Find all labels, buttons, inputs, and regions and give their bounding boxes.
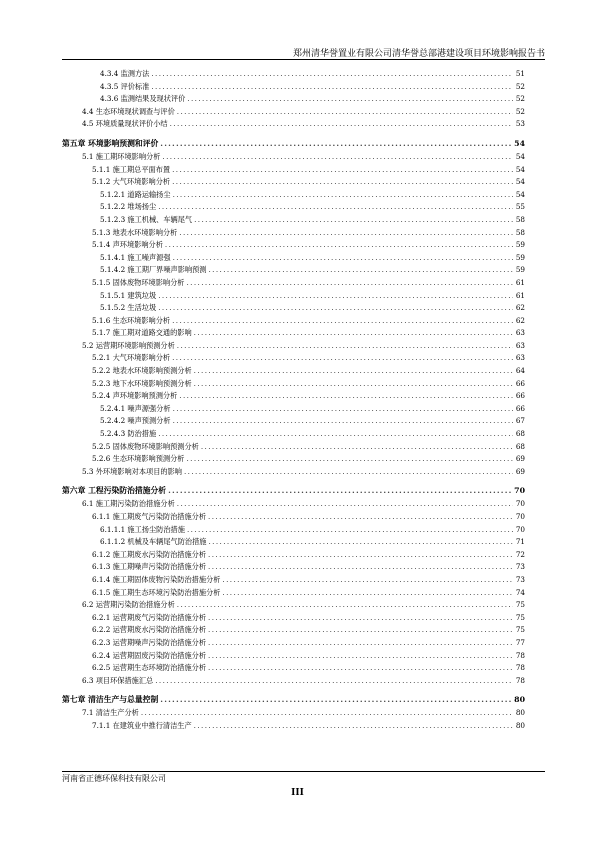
- toc-leader-dots: [179, 227, 513, 240]
- toc-entry[interactable]: [62, 403, 525, 416]
- toc-entry[interactable]: [62, 277, 525, 290]
- toc-entry[interactable]: [62, 587, 525, 600]
- toc-entry[interactable]: [62, 106, 525, 119]
- toc-entry-page: 67: [515, 416, 525, 426]
- toc-leader-dots: [151, 68, 513, 81]
- footer-divider: [62, 771, 545, 772]
- toc-entry[interactable]: [62, 637, 525, 650]
- toc-entry-label: 第六章 工程污染防治措施分析: [62, 484, 168, 498]
- toc-leader-dots: [208, 549, 513, 562]
- toc-entry-page: 66: [515, 378, 525, 388]
- toc-entry[interactable]: [62, 340, 525, 353]
- toc-entry-label: 6.2.2 运营期废水污染防治措施分析: [92, 624, 208, 637]
- toc-entry-page: 66: [515, 403, 525, 413]
- toc-entry-page: 70: [514, 486, 525, 496]
- toc-leader-dots: [170, 118, 513, 131]
- toc-entry[interactable]: [62, 662, 525, 675]
- toc-entry-page: 58: [515, 214, 525, 224]
- table-of-contents: [62, 68, 525, 733]
- toc-entry[interactable]: [62, 365, 525, 378]
- toc-leader-dots: [151, 81, 513, 94]
- page-number: III: [291, 788, 304, 798]
- toc-entry-label: 5.2.4.1 噪声源强分析: [100, 403, 173, 416]
- toc-entry-label: 5.1.7 施工期对道路交通的影响: [92, 327, 194, 340]
- toc-leader-dots: [208, 624, 513, 637]
- toc-leader-dots: [155, 675, 513, 688]
- toc-entry[interactable]: [62, 549, 525, 562]
- toc-entry-page: 54: [514, 138, 525, 148]
- toc-entry-page: 78: [515, 663, 525, 673]
- toc-entry-label: 6.2.4 运营期固废污染防治措施分析: [92, 650, 208, 663]
- toc-entry-page: 74: [515, 587, 525, 597]
- toc-entry-label: 5.1.2.1 道路运输扬尘: [100, 189, 173, 202]
- toc-chapter-entry[interactable]: [62, 137, 525, 151]
- toc-entry-page: 54: [515, 177, 525, 187]
- toc-entry[interactable]: [62, 599, 525, 612]
- toc-leader-dots: [160, 693, 512, 707]
- toc-entry-page: 71: [515, 537, 525, 547]
- toc-leader-dots: [173, 252, 513, 265]
- toc-leader-dots: [162, 151, 513, 164]
- toc-leader-dots: [172, 352, 513, 365]
- toc-entry-label: 5.1.6 生态环境影响分析: [92, 315, 172, 328]
- toc-entry[interactable]: [62, 524, 525, 537]
- toc-entry[interactable]: [62, 164, 525, 177]
- toc-entry-page: 54: [515, 151, 525, 161]
- toc-entry-label: 第五章 环境影响预测和评价: [62, 137, 160, 151]
- toc-entry-label: 6.1.4 施工期固体废物污染防治措施分析: [92, 574, 222, 587]
- toc-leader-dots: [173, 403, 513, 416]
- toc-entry-page: 75: [515, 612, 525, 622]
- toc-leader-dots: [187, 524, 513, 537]
- toc-entry-page: 63: [515, 328, 525, 338]
- toc-entry[interactable]: [62, 378, 525, 391]
- toc-entry[interactable]: [62, 441, 525, 454]
- toc-entry-label: 5.1.5 固体废物环境影响分析: [92, 277, 186, 290]
- toc-entry-page: 63: [515, 353, 525, 363]
- toc-entry[interactable]: [62, 151, 525, 164]
- toc-leader-dots: [208, 650, 513, 663]
- toc-entry[interactable]: [62, 176, 525, 189]
- toc-entry-page: 59: [515, 240, 525, 250]
- toc-leader-dots: [168, 484, 512, 498]
- toc-leader-dots: [184, 466, 513, 479]
- toc-entry-label: 5.2.4 声环境影响预测分析: [92, 390, 179, 403]
- toc-entry-page: 77: [515, 637, 525, 647]
- toc-entry[interactable]: [62, 252, 525, 265]
- toc-entry[interactable]: [62, 415, 525, 428]
- toc-entry[interactable]: [62, 214, 525, 227]
- toc-leader-dots: [187, 93, 513, 106]
- toc-entry[interactable]: [62, 428, 525, 441]
- toc-entry[interactable]: [62, 574, 525, 587]
- toc-entry-page: 53: [515, 119, 525, 129]
- toc-leader-dots: [172, 164, 513, 177]
- toc-leader-dots: [208, 612, 513, 625]
- toc-entry-label: 第七章 清洁生产与总量控制: [62, 693, 160, 707]
- toc-leader-dots: [194, 214, 513, 227]
- toc-leader-dots: [208, 662, 513, 675]
- toc-entry-label: 5.1 施工期环境影响分析: [82, 151, 162, 164]
- toc-entry-page: 69: [515, 466, 525, 476]
- toc-leader-dots: [222, 574, 513, 587]
- toc-entry-label: 5.2.1 大气环境影响分析: [92, 352, 172, 365]
- toc-entry-label: 5.1.5.2 生活垃圾: [100, 302, 158, 315]
- toc-entry-label: 5.1.4 声环境影响分析: [92, 239, 165, 252]
- toc-entry-page: 70: [515, 512, 525, 521]
- toc-leader-dots: [208, 561, 513, 574]
- toc-entry[interactable]: [62, 675, 525, 688]
- toc-entry[interactable]: [62, 264, 525, 277]
- toc-entry-page: 55: [515, 202, 525, 212]
- toc-entry-label: 6.1.2 施工期废水污染防治措施分析: [92, 549, 208, 562]
- toc-entry-label: 6.1.1.2 机械及车辆尾气防治措施: [100, 536, 209, 549]
- toc-entry-page: 52: [515, 106, 525, 116]
- toc-leader-dots: [194, 327, 513, 340]
- toc-entry-page: 62: [515, 315, 525, 325]
- toc-entry-label: 5.1.5.1 建筑垃圾: [100, 290, 158, 303]
- toc-entry-page: 72: [515, 549, 525, 559]
- toc-entry-page: 59: [515, 265, 525, 275]
- toc-entry-page: 80: [515, 720, 525, 730]
- toc-entry-label: 4.3.5 评价标准: [100, 81, 151, 94]
- toc-leader-dots: [173, 415, 513, 428]
- toc-leader-dots: [177, 498, 513, 511]
- toc-entry-page: 54: [515, 189, 525, 199]
- toc-entry-label: 6.1.3 施工期噪声污染防治措施分析: [92, 561, 208, 574]
- toc-entry-label: 5.1.3 地表水环境影响分析: [92, 227, 179, 240]
- toc-leader-dots: [179, 390, 513, 403]
- toc-entry-page: 78: [515, 650, 525, 660]
- toc-entry[interactable]: [62, 466, 525, 479]
- toc-entry-page: 80: [514, 695, 525, 705]
- toc-leader-dots: [177, 599, 513, 612]
- toc-leader-dots: [177, 106, 513, 119]
- toc-entry-page: 63: [515, 340, 525, 350]
- toc-entry-label: 5.1.4.1 施工噪声源强: [100, 252, 173, 265]
- running-header: 郑州清华誉置业有限公司清华誉总部港建设项目环境影响报告书: [292, 49, 545, 59]
- toc-entry-label: 7.1.1 在建筑业中推行清洁生产: [92, 720, 194, 733]
- toc-leader-dots: [158, 428, 513, 441]
- footer-company: 河南省正德环保科技有限公司: [62, 774, 166, 783]
- toc-entry-page: 75: [515, 625, 525, 635]
- toc-entry-label: 6.1.1.1 施工扬尘防治措施: [100, 524, 187, 537]
- toc-entry-label: 5.1.2 大气环境影响分析: [92, 176, 172, 189]
- toc-entry[interactable]: [62, 81, 525, 94]
- toc-leader-dots: [194, 365, 513, 378]
- toc-entry-page: 54: [515, 164, 525, 174]
- toc-entry[interactable]: [62, 68, 525, 81]
- toc-entry[interactable]: [62, 315, 525, 328]
- toc-entry[interactable]: [62, 93, 525, 106]
- toc-entry-label: 5.1.2.3 施工机械、车辆尾气: [100, 214, 194, 227]
- toc-entry-label: 6.1 施工期污染防治措施分析: [82, 498, 177, 511]
- toc-entry-page: 73: [515, 562, 525, 572]
- toc-entry[interactable]: [62, 201, 525, 214]
- toc-entry-page: 73: [515, 574, 525, 584]
- toc-entry-page: 62: [515, 303, 525, 313]
- toc-entry[interactable]: [62, 239, 525, 252]
- toc-entry-page: 59: [515, 252, 525, 262]
- toc-entry-label: 5.2.2 地表水环境影响预测分析: [92, 365, 194, 378]
- toc-entry[interactable]: [62, 118, 525, 131]
- toc-leader-dots: [208, 637, 513, 650]
- toc-entry-label: 4.3.6 监测结果及现状评价: [100, 93, 187, 106]
- toc-entry[interactable]: [62, 227, 525, 240]
- header-divider: [62, 59, 545, 60]
- toc-leader-dots: [165, 239, 513, 252]
- toc-entry-page: 68: [515, 429, 525, 439]
- toc-leader-dots: [208, 511, 513, 524]
- toc-entry-label: 4.3.4 监测方法: [100, 68, 151, 81]
- toc-leader-dots: [158, 290, 513, 303]
- toc-entry-label: 5.1.4.2 施工期厂界噪声影响预测: [100, 264, 209, 277]
- toc-entry[interactable]: [62, 453, 525, 466]
- toc-entry-label: 6.1.1 施工期废气污染防治措施分析: [92, 511, 208, 524]
- toc-leader-dots: [177, 340, 513, 353]
- toc-entry[interactable]: [62, 302, 525, 315]
- toc-entry-page: 78: [515, 675, 525, 685]
- toc-entry-page: 64: [515, 366, 525, 376]
- toc-entry[interactable]: [62, 536, 525, 549]
- toc-entry-label: 6.2.3 运营期噪声污染防治措施分析: [92, 637, 208, 650]
- toc-entry-label: 7.1 清洁生产分析: [82, 707, 141, 720]
- toc-entry-page: 61: [515, 277, 525, 287]
- toc-entry-page: 61: [515, 290, 525, 300]
- toc-leader-dots: [173, 189, 513, 202]
- toc-entry-page: 70: [515, 499, 525, 509]
- toc-entry-page: 80: [515, 708, 525, 718]
- toc-leader-dots: [186, 453, 513, 466]
- toc-entry-label: 6.2 运营期污染防治措施分析: [82, 599, 177, 612]
- toc-leader-dots: [158, 201, 513, 214]
- toc-leader-dots: [201, 441, 513, 454]
- toc-entry-page: 69: [515, 454, 525, 464]
- toc-leader-dots: [194, 720, 513, 733]
- toc-entry-label: 4.4 生态环境现状调查与评价: [82, 106, 177, 119]
- toc-leader-dots: [209, 264, 514, 277]
- toc-entry-page: 52: [515, 94, 525, 104]
- toc-entry-page: 58: [515, 227, 525, 237]
- toc-entry[interactable]: [62, 612, 525, 625]
- toc-entry-label: 5.2 运营期环境影响预测分析: [82, 340, 177, 353]
- toc-entry-label: 5.2.4.3 防治措施: [100, 428, 158, 441]
- toc-chapter-entry[interactable]: [62, 484, 525, 498]
- toc-leader-dots: [172, 176, 513, 189]
- toc-entry-label: 6.1.5 施工期生态环境污染防治措施分析: [92, 587, 222, 600]
- toc-entry-page: 75: [515, 600, 525, 610]
- toc-leader-dots: [141, 707, 513, 720]
- toc-entry[interactable]: [62, 511, 525, 524]
- toc-leader-dots: [158, 302, 513, 315]
- toc-entry-label: 5.2.5 固体废物环境影响预测分析: [92, 441, 201, 454]
- toc-entry[interactable]: [62, 327, 525, 340]
- toc-entry[interactable]: [62, 650, 525, 663]
- toc-entry[interactable]: [62, 720, 525, 733]
- toc-entry-label: 4.5 环境质量现状评价小结: [82, 118, 170, 131]
- toc-entry-label: 5.2.4.2 噪声预测分析: [100, 415, 173, 428]
- toc-entry-page: 66: [515, 391, 525, 401]
- toc-leader-dots: [160, 137, 512, 151]
- toc-entry-label: 6.2.5 运营期生态环境防治措施分析: [92, 662, 208, 675]
- toc-entry-page: 70: [515, 524, 525, 534]
- toc-leader-dots: [172, 315, 513, 328]
- toc-entry-label: 5.1.1 施工期总平面布置: [92, 164, 172, 177]
- toc-entry-page: 51: [515, 69, 525, 78]
- toc-entry[interactable]: [62, 498, 525, 511]
- toc-entry-label: 5.2.3 地下水环境影响预测分析: [92, 378, 194, 391]
- toc-entry[interactable]: [62, 189, 525, 202]
- toc-entry[interactable]: [62, 290, 525, 303]
- toc-entry[interactable]: [62, 390, 525, 403]
- toc-leader-dots: [194, 378, 513, 391]
- toc-entry-label: 5.1.2.2 堆场扬尘: [100, 201, 158, 214]
- toc-entry-label: 5.2.6 生态环境影响预测分析: [92, 453, 186, 466]
- toc-entry[interactable]: [62, 561, 525, 574]
- toc-entry-label: 5.3 外环境影响对本项目的影响: [82, 466, 184, 479]
- toc-leader-dots: [222, 587, 513, 600]
- toc-entry-label: 6.3 项目环保措施汇总: [82, 675, 155, 688]
- toc-entry[interactable]: [62, 352, 525, 365]
- toc-entry[interactable]: [62, 624, 525, 637]
- toc-entry-label: 6.2.1 运营期废气污染防治措施分析: [92, 612, 208, 625]
- toc-leader-dots: [209, 536, 514, 549]
- toc-entry-page: 68: [515, 441, 525, 451]
- toc-chapter-entry[interactable]: [62, 693, 525, 707]
- toc-entry-page: 52: [515, 81, 525, 91]
- toc-leader-dots: [186, 277, 513, 290]
- toc-entry[interactable]: [62, 707, 525, 720]
